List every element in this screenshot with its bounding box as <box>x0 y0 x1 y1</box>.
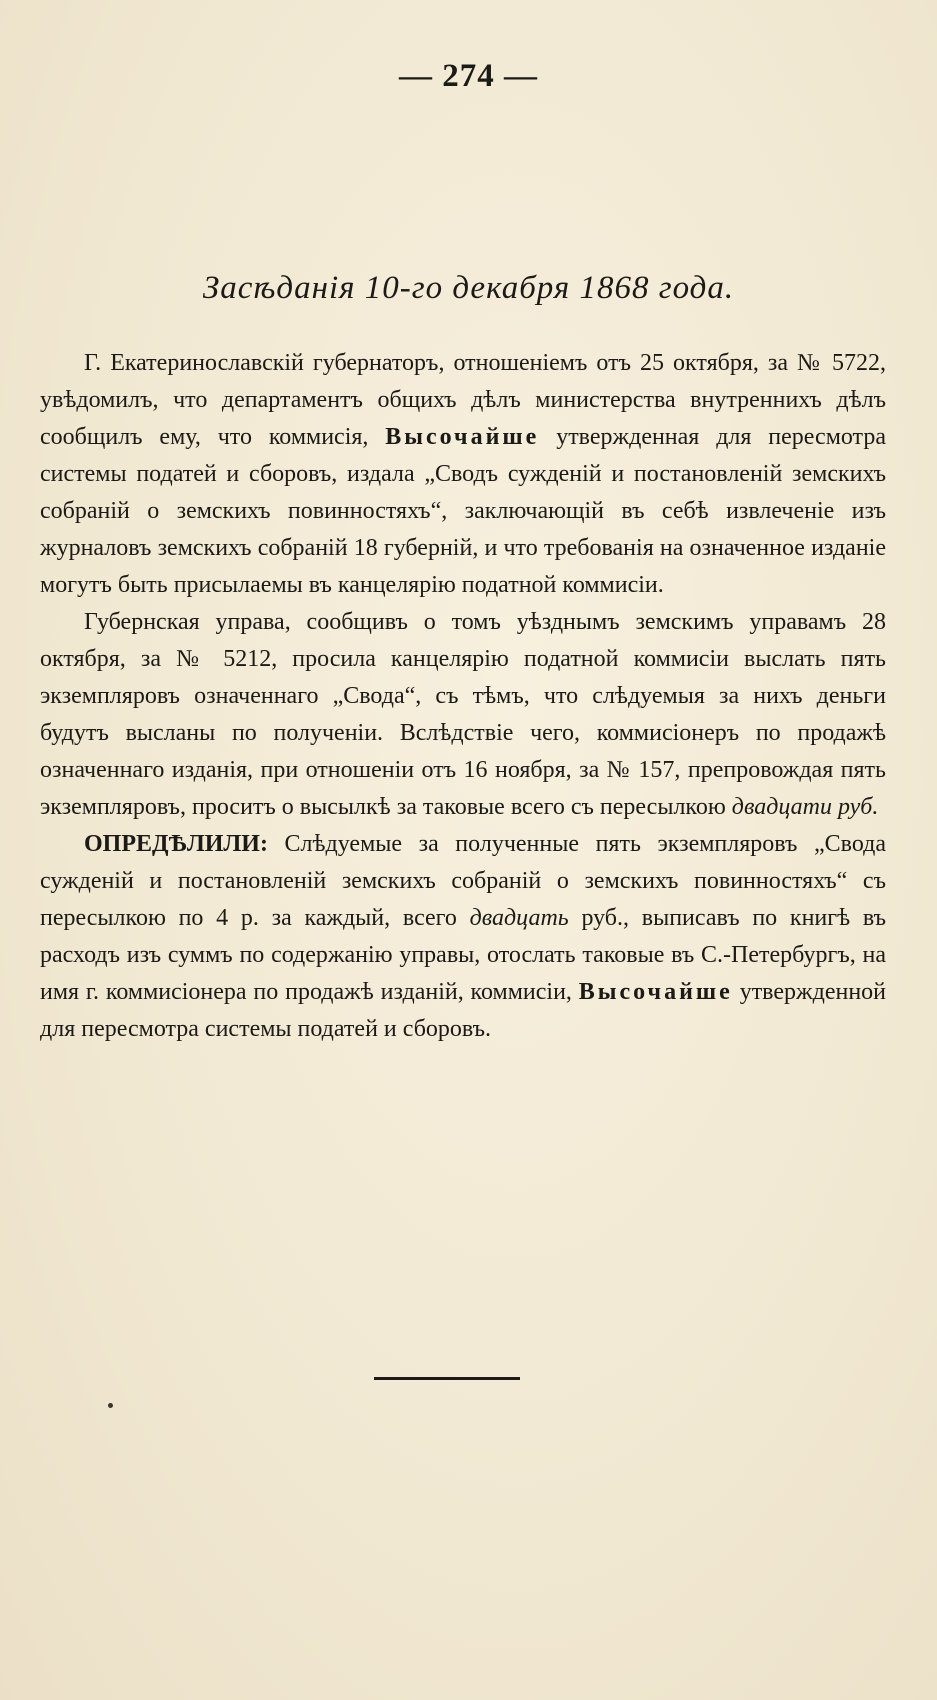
emphasized-word: Высочайше <box>578 979 733 1005</box>
emphasized-word: Высочайше <box>385 424 540 450</box>
page-number: — 274 — <box>399 58 538 94</box>
paragraph-provincial-board <box>40 604 886 826</box>
paragraph-text: Слѣдуемые за полученные пять экземпляровъ „Свода сужденій и постановленій земскихъ собраній о земскихъ повинностяхъ“ съ пересылкою по 4 р. за каждый, всего <box>40 831 886 931</box>
paragraph-text: утвержденная для пересмотра системы податей и сборовъ, издала „Сводъ сужденій и постановленій земскихъ собраній о земскихъ повинностяхъ“, заключающій въ себѣ извлеченіе изъ журналовъ земскихъ собраній 18 губерній, и что требованія на означенное изданіе могутъ быть присылаемы въ канцелярію податной коммисіи. <box>40 424 886 598</box>
paragraph-text: руб., выписавъ по книгѣ въ расходъ изъ суммъ по содержанію управы, отослать таковые въ С.-Петербургъ, на имя г. коммисіонера по продажѣ изданій, коммисіи, <box>40 905 886 1005</box>
paragraph-resolution <box>40 826 886 1048</box>
paper-fleck <box>108 1403 113 1408</box>
paragraph-text: Г. Екатеринославскій губернаторъ, отношеніемъ отъ 25 октября, за № 5722, увѣдомилъ, что департаментъ общихъ дѣлъ министерства внутреннихъ дѣлъ сообщилъ ему, что коммисія, <box>40 350 886 450</box>
italic-amount: двадцати руб. <box>731 794 879 820</box>
resolution-label: ОПРЕДѢЛИЛИ: <box>84 831 268 857</box>
closing-rule <box>374 1377 520 1380</box>
paragraph-text: утвержденной для пересмотра системы податей и сборовъ. <box>40 979 887 1042</box>
paragraph-text: Губернская управа, сообщивъ о томъ уѣзднымъ земскимъ управамъ 28 октября, за № 5212, просила канцелярію податной коммисіи выслать пять экземпляровъ означеннаго „Свода“, съ тѣмъ, что слѣдуемыя за нихъ деньги будутъ высланы по полученіи. Вслѣдствіе чего, коммисіонеръ по продажѣ означеннаго изданія, при отношеніи отъ 16 ноября, за № 157, препровождая пять экземпляровъ, проситъ о высылкѣ за таковые всего съ пересылкою <box>40 609 886 820</box>
italic-amount: двадцать <box>469 905 569 931</box>
paragraph-governor-letter <box>40 345 886 604</box>
document-body <box>40 345 886 1048</box>
session-heading: Засѣданія 10-го декабря 1868 года. <box>202 270 735 306</box>
